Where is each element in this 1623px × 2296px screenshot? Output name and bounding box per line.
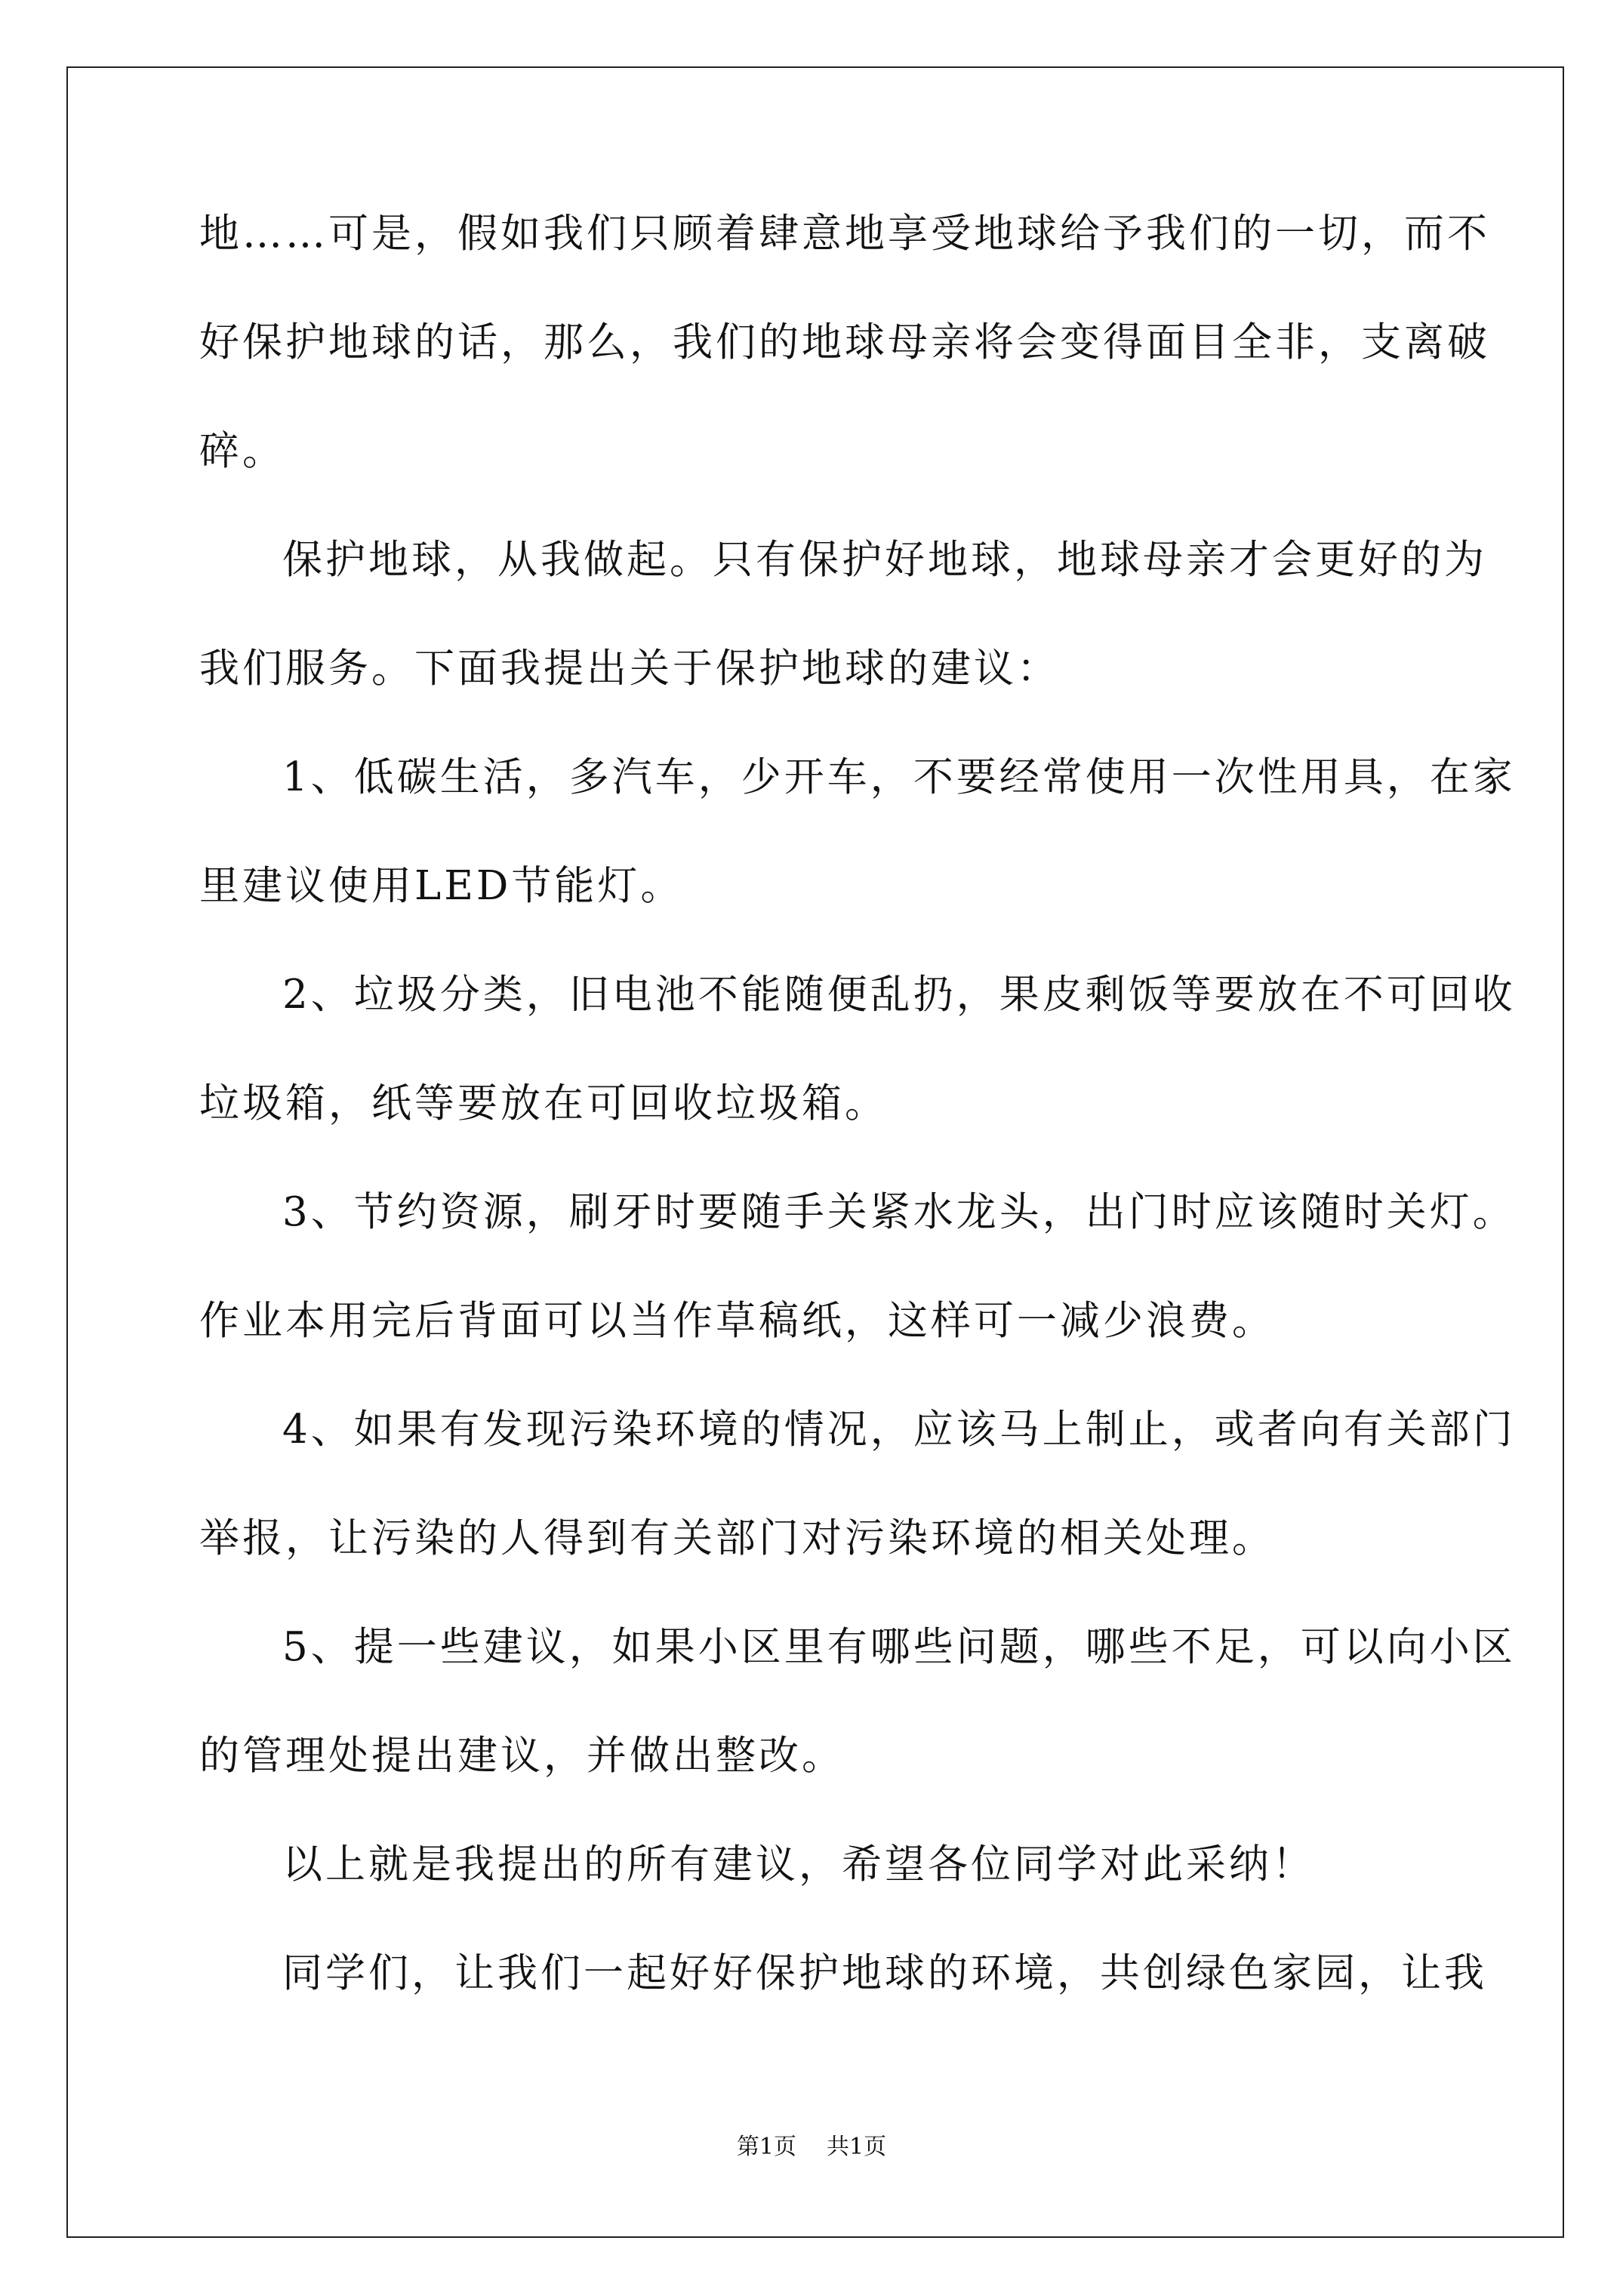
text-line: 举报，让污染的人得到有关部门对污染环境的相关处理。	[199, 1515, 1275, 1561]
page-border	[66, 66, 1564, 2238]
text-line: 作业本用完后背面可以当作草稿纸，这样可一减少浪费。	[199, 1298, 1275, 1344]
list-item-2-line: 2、垃圾分类，旧电池不能随便乱扔，果皮剩饭等要放在不可回收	[282, 972, 1516, 1018]
text-line: 碎。	[199, 428, 285, 474]
paragraph-start-line: 以上就是我提出的所有建议，希望各位同学对此采纳！	[282, 1841, 1315, 1888]
list-item-3-line: 3、节约资源，刷牙时要随手关紧水龙头，出门时应该随时关灯。	[282, 1189, 1516, 1235]
text-line: 里建议使用LED节能灯。	[199, 863, 684, 909]
paragraph-start-line: 保护地球，从我做起。只有保护好地球，地球母亲才会更好的为	[282, 537, 1487, 583]
text-line: 我们服务。下面我提出关于保护地球的建议：	[199, 646, 1060, 692]
text-line: 的管理处提出建议，并做出整改。	[199, 1733, 845, 1779]
list-item-4-line: 4、如果有发现污染环境的情况，应该马上制止，或者向有关部门	[282, 1407, 1516, 1453]
text-line: 好保护地球的话，那么，我们的地球母亲将会变得面目全非，支离破	[199, 319, 1490, 365]
list-item-1-line: 1、低碳生活，多汽车，少开车，不要经常使用一次性用具，在家	[282, 754, 1516, 800]
paragraph-start-line: 同学们，让我们一起好好保护地球的环境，共创绿色家园，让我	[282, 1950, 1487, 1996]
page-number-current: 第1页	[736, 2134, 796, 2160]
page-number-total: 共1页	[827, 2134, 887, 2160]
text-line: 地……可是，假如我们只顾着肆意地享受地球给予我们的一切，而不	[199, 211, 1490, 257]
page-footer	[0, 2134, 1623, 2161]
list-item-5-line: 5、提一些建议，如果小区里有哪些问题，哪些不足，可以向小区	[282, 1624, 1516, 1670]
text-line: 垃圾箱，纸等要放在可回收垃圾箱。	[199, 1080, 888, 1126]
